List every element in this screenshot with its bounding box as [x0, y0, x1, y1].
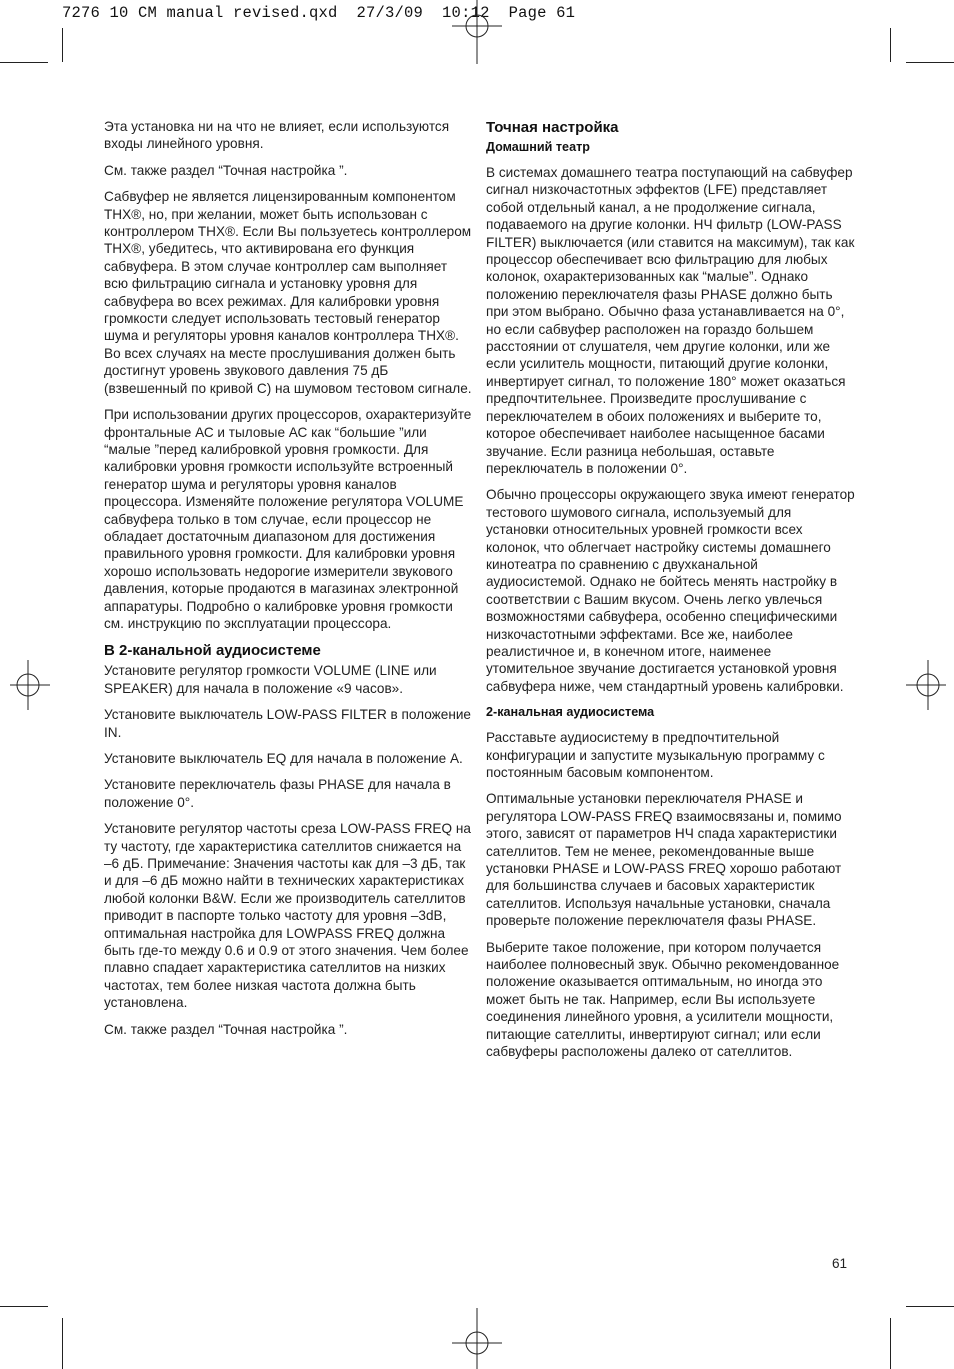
- registration-mark-bottom: [452, 1308, 502, 1369]
- section-heading: В 2-канальной аудиосистеме: [104, 642, 321, 660]
- right-column: [486, 118, 856, 1070]
- paragraph: Установите выключатель EQ для начала в положение A.: [104, 751, 463, 766]
- subheading: 2-канальная аудиосистема: [486, 705, 655, 720]
- print-slug: 7276 10 CM manual revised.qxd 27/3/09 10:12 Page 61: [62, 4, 576, 22]
- crop-mark-top-left-vertical: [62, 28, 63, 62]
- registration-mark-right: [902, 660, 946, 710]
- paragraph: Эта установка ни на что не влияет, если используются входы линейного уровня.: [104, 119, 450, 152]
- paragraph: Установите регулятор громкости VOLUME (LINE или SPEAKER) для начала в положение «9 часов».: [104, 663, 437, 696]
- crop-mark-top-left-horizontal: [0, 62, 48, 63]
- subheading: Домашний театр: [486, 140, 590, 154]
- paragraph: См. также раздел “Точная настройка ”.: [104, 1021, 348, 1037]
- paragraph: В системах домашнего театра поступающий на сабвуфер сигнал низкочастотных эффектов (LFE) представляет собой отдельный канал, а не продолжение сигнала, подаваемого на другие колонки. НЧ фильтр (LOW-PASS FILTER) выключается (или ставится на максимум), так как процессор обеспечивает всю фильтрацию для любых колонок, охарактеризованных как “малые”. Однако положению переключателя фазы PHASE должно быть при этом выбрано. Обычно фаза устанавливается на 0°, но если сабвуфер расположен на гораздо большем расстоянии от слушателя, чем другие колонки, или же если усилитель мощности, питающий другие колонки, инвертирует сигнал, то положение 180° может оказаться предпочтительнее. Произведите прослушивание с переключателем в обоих положениях и выберите то, которое обеспечивает наиболее насыщенное басами звучание. Если разница небольшая, оставьте переключатель в положении 0°.: [486, 165, 855, 476]
- crop-mark-bottom-right-vertical: [890, 1318, 891, 1369]
- crop-mark-top-right-horizontal: [906, 62, 954, 63]
- paragraph: Оптимальные установки переключателя PHASE и регулятора LOW-PASS FREQ взаимосвязаны и, помимо этого, зависят от параметров НЧ спада характеристики сателлитов. Тем не менее, рекомендованные выше установки PHASE и LOW-PASS FREQ хорошо работают для большинства случаев и басовых характеристик сателлитов. Используя начальные установки, сначала проверьте положение переключателя фазы PHASE.: [486, 791, 842, 929]
- registration-mark-top: [452, 0, 502, 66]
- paragraph: Установите регулятор частоты среза LOW-PASS FREQ на ту частоту, где характеристика сателлитов снижается на –6 дБ. Примечание: Значения частоты как для –3 дБ, так и для –6 дБ можно найти в технических характеристиках любой колонки B&W. Если же производитель сателлитов приводит в паспорте только частоту для уровня –3dB, оптимальная настройка для LOWPASS FREQ должна быть где-то между 0.6 и 0.9 от этого значения. Чем более плавно спадает характеристика сателлитов на низких частотах, тем более низкая частота должна быть установлена.: [104, 821, 471, 1011]
- registration-mark-left: [10, 660, 54, 710]
- paragraph: Установите переключатель фазы PHASE для начала в положение 0°.: [104, 777, 451, 810]
- paragraph: Установите выключатель LOW-PASS FILTER в положение IN.: [104, 707, 471, 740]
- crop-mark-bottom-right-horizontal: [906, 1306, 954, 1307]
- paragraph: При использовании других процессоров, охарактеризуйте фронтальные АС и тыловые АС как “большие ”или “малые ”перед калибровкой уровня громкости. Для калибровки уровня громкости используйте встроенный генератор шума и регуляторы уровня каналов процессора. Изменяйте положение регулятора VOLUME сабвуфера только в том случае, если процессор не обладает достаточным диапазоном для достижения правильного уровня громкости. Для калибровки уровня хорошо использовать недорогие измерители звукового давления, которые продаются в магазинах электронной аппаратуры. Подробно о калибровке уровня громкости см. инструкцию по эксплуатации процессора.: [104, 407, 472, 631]
- left-column: [104, 118, 472, 1047]
- crop-mark-bottom-left-horizontal: [0, 1306, 48, 1307]
- paragraph: Обычно процессоры окружающего звука имеют генератор тестового шумового сигнала, используемый для установки относительных уровней громкости всех колонок, что облегчает настройку системы домашнего кинотеатра по сравнению с двухканальной аудиосистемой. Однако не бойтесь менять настройку в соответствии с Вашим вкусом. Очень легко увлечься возможностями сабвуфера, особенно специфическими низкочастотными эффектами. Все же, наиболее реалистичное и, в конечном итоге, наименее утомительное звучание достигается установкой уровня сабвуфера ниже, чем стандартный уровень калибровки.: [486, 487, 855, 694]
- paragraph: Расставьте аудиосистему в предпочтительной конфигурации и запустите музыкальную программу с постоянным басовым компонентом.: [486, 730, 825, 780]
- paragraph: См. также раздел “Точная настройка ”.: [104, 162, 348, 178]
- paragraph: Сабвуфер не является лицензированным компонентом THX®, но, при желании, может быть использован с контроллером THX®. Если Вы пользуетесь контроллером THX®, убедитесь, что активирована его функция сабвуфера. В этом случае контроллер сам выполняет всю фильтрацию сигнала и установку уровня для сабвуфера во всех режимах. Для калибровки уровня громкости следует использовать тестовый генератор шума и регуляторы уровня каналов контроллера THX®. Во всех случаях на месте прослушивания должен быть достигнут уровень звукового давления 75 дБ (взвешенный по кривой C) на шумовом тестовом сигнале.: [104, 189, 472, 396]
- paragraph: Выберите такое положение, при котором получается наиболее полновесный звук. Обычно рекомендованное положение оказывается оптимальным, но иногда это может быть не так. Например, если Вы используете соединения линейного уровня, а усилители мощности, питающие сателлиты, инвертируют сигнал; или если сабвуферы расположены далеко от сателлитов.: [486, 939, 840, 1060]
- page-number: 61: [832, 1256, 848, 1271]
- crop-mark-bottom-left-vertical: [62, 1318, 63, 1369]
- crop-mark-top-right-vertical: [890, 28, 891, 62]
- section-heading: Точная настройка: [486, 119, 619, 136]
